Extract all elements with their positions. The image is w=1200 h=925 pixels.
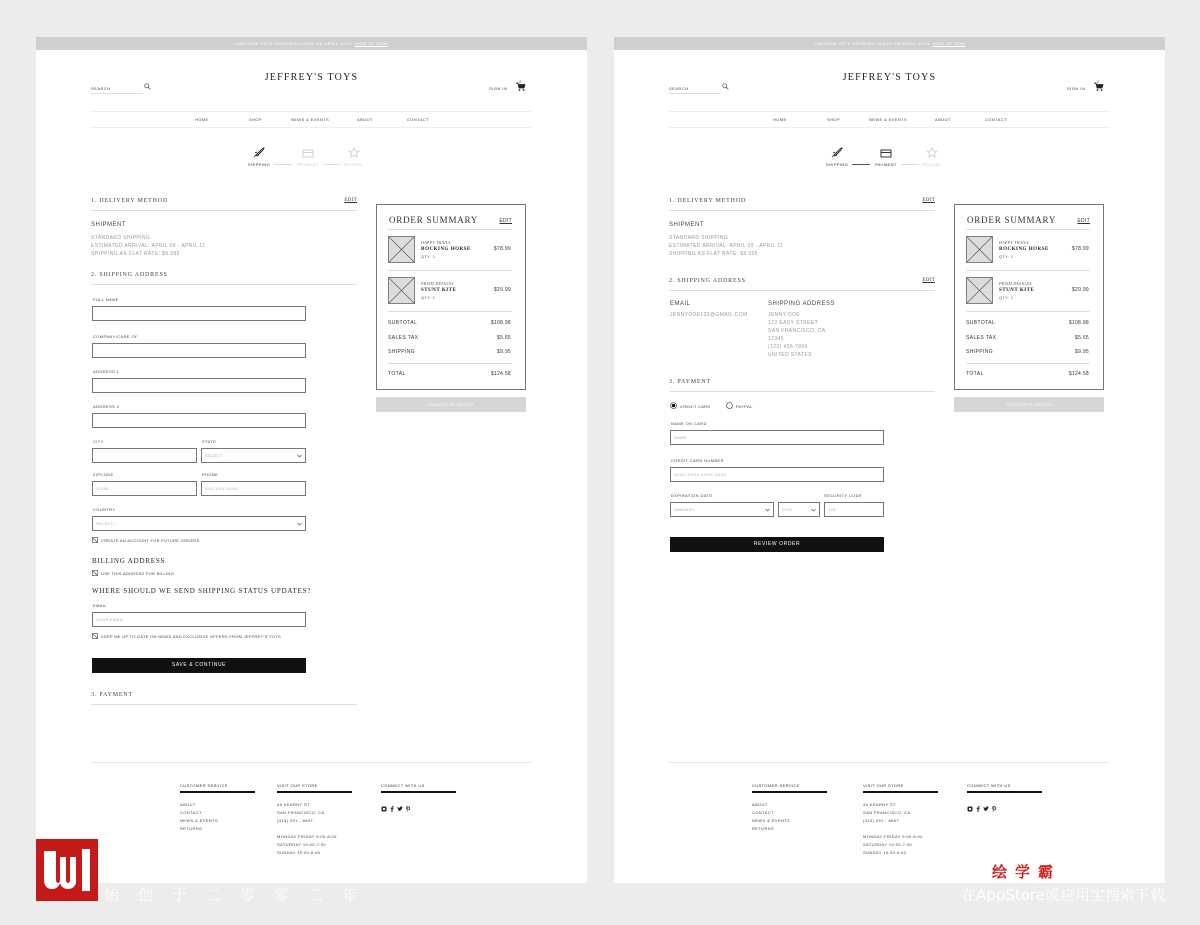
footer-divider	[91, 762, 531, 763]
instagram-icon[interactable]	[381, 806, 387, 812]
footer-divider	[669, 762, 1109, 763]
subtotal-value: $108.98	[1068, 320, 1089, 326]
nav-divider-top	[669, 111, 1109, 112]
sales-tax-value: $5.65	[496, 335, 511, 341]
delivery-method-heading	[91, 198, 357, 204]
subtotal-value: $108.98	[490, 320, 511, 326]
chevron-down-icon	[297, 454, 302, 458]
chevron-down-icon	[297, 522, 302, 526]
twitter-icon[interactable]	[397, 806, 403, 812]
store-phone: (415) 291 - 8697	[277, 818, 313, 823]
credit-card-radio[interactable]	[670, 402, 677, 409]
pinterest-icon[interactable]	[991, 806, 997, 812]
shipping-line: STANDARD SHIPPING	[669, 235, 729, 241]
rocket-icon	[253, 147, 265, 158]
email-label: EMAIL	[670, 301, 691, 307]
store-hours: SUNDAY 10:00-6:00	[277, 850, 321, 855]
security-placeholder: 123	[828, 507, 836, 512]
item-price: $78.99	[1071, 246, 1089, 252]
shipping-address-title: 2. SHIPPING ADDRESS	[669, 278, 746, 284]
use-for-billing-checkbox[interactable]	[92, 570, 98, 576]
store-hours: MONDAY-FRIDAY 9:00-8:00	[863, 834, 923, 839]
sign-in-link[interactable]: SIGN IN	[1067, 86, 1086, 91]
social-icons	[381, 799, 456, 817]
delivery-edit-link[interactable]: EDIT	[922, 198, 935, 203]
divider	[669, 290, 935, 291]
status-updates-heading: WHERE SHOULD WE SEND SHIPPING STATUS UPDATES?	[92, 587, 312, 595]
nav-home[interactable]: HOME	[195, 117, 209, 122]
pinterest-icon[interactable]	[405, 806, 411, 812]
address2-label: ADDRESS 2	[93, 404, 120, 409]
subtotal-label: SUBTOTAL	[388, 320, 418, 326]
city-label: CITY	[93, 439, 104, 444]
product-image-placeholder	[388, 236, 415, 263]
store-hours: MONDAY-FRIDAY 9:00-8:00	[277, 834, 337, 839]
search-input[interactable]	[91, 93, 143, 94]
shipping-address-heading	[669, 278, 935, 284]
card-number-label: CREDIT CARD NUMBER	[671, 458, 724, 463]
payment-title: 3. PAYMENT	[669, 379, 711, 385]
footer-customer-service	[180, 783, 255, 833]
nav-contact[interactable]: CONTACT	[407, 117, 429, 122]
name-placeholder: NAME	[674, 435, 687, 440]
spacer	[863, 825, 938, 833]
create-account-checkbox[interactable]	[92, 537, 98, 543]
divider	[388, 270, 512, 271]
item-name: STUNT KITE	[999, 288, 1035, 293]
complete-order-button[interactable]: COMPLETE ORDER	[954, 397, 1104, 412]
divider	[91, 704, 357, 705]
save-continue-button[interactable]: SAVE & CONTINUE	[92, 658, 306, 673]
full-name-label: FULL NAME	[93, 297, 119, 302]
footer-link-contact[interactable]: CONTACT	[752, 810, 774, 815]
security-code-label: SECURITY CODE	[824, 493, 863, 498]
shipment-label: SHIPMENT	[669, 222, 705, 228]
item-name: STUNT KITE	[421, 288, 457, 293]
step-connector	[274, 164, 292, 165]
shipping-address-heading	[91, 272, 357, 278]
address1-label: ADDRESS 1	[93, 369, 120, 374]
email-placeholder: YOUR EMAIL	[96, 617, 124, 622]
paypal-label: PAYPAL	[736, 404, 753, 409]
shipping-address-label: SHIPPING ADDRESS	[768, 301, 836, 307]
country-label: COUNTRY	[93, 507, 116, 512]
use-for-billing-label: USE THIS ADDRESS FOR BILLING	[101, 571, 175, 576]
item-name: ROCKING HORSE	[421, 247, 471, 252]
divider	[669, 210, 935, 211]
step-review: REVIEW	[921, 162, 941, 167]
address1-input[interactable]	[92, 378, 306, 393]
footer-link-about[interactable]: ABOUT	[180, 802, 196, 807]
month-value: JANUARY	[674, 507, 695, 512]
nav-about[interactable]: ABOUT	[935, 117, 951, 122]
total-value: $124.58	[490, 371, 511, 377]
cart-icon[interactable]	[1094, 82, 1104, 91]
nav-divider-bottom	[669, 127, 1109, 128]
footer-visit-store	[863, 783, 938, 857]
footer-visit-store	[277, 783, 352, 857]
step-review: REVIEW	[343, 162, 363, 167]
address-line: 123 EASY STREET	[768, 320, 819, 326]
shipping-line: ESTIMATED ARRIVAL: APRIL 09 - APRIL 11	[91, 243, 206, 249]
divider	[966, 311, 1090, 312]
zipcode-input[interactable]	[92, 481, 197, 496]
store-hours: SATURDAY 10:00-7:00	[863, 842, 912, 847]
footer-link-returns[interactable]: RETURNS	[180, 826, 203, 831]
country-placeholder: SELECT...	[96, 521, 118, 526]
keep-updated-label: KEEP ME UP TO DATE ON NEWS AND EXCLUSIVE OFFERS FROM JEFFREY'S TOYS	[101, 634, 281, 639]
shipping-edit-link[interactable]: EDIT	[922, 278, 935, 283]
full-name-input[interactable]	[92, 306, 306, 321]
shipping-line: SHIPPING AS FLAT RATE: $9.995	[669, 251, 758, 257]
state-placeholder: SELECT...	[205, 453, 227, 458]
delivery-method-title: 1. DELIVERY METHOD	[669, 198, 747, 204]
create-account-label: CREATE AN ACCOUNT FOR FUTURE ORDERS	[101, 538, 200, 543]
nav-divider-top	[91, 111, 531, 112]
star-icon	[348, 147, 360, 158]
twitter-icon[interactable]	[983, 806, 989, 812]
nav-shop[interactable]: SHOP	[827, 117, 840, 122]
star-icon	[926, 147, 938, 158]
expiration-label: EXPIRATION DATE	[671, 493, 713, 498]
banner-signup-link[interactable]: SIGN UP NOW	[354, 41, 388, 46]
summary-edit-link[interactable]: EDIT	[1077, 218, 1090, 224]
brand-logo[interactable]: JEFFREY'S TOYS	[842, 72, 937, 83]
delivery-method-title: 1. DELIVERY METHOD	[91, 198, 169, 204]
rocket-icon	[831, 147, 843, 158]
credit-card-icon	[880, 148, 892, 159]
item-qty: QTY: 1	[421, 254, 436, 259]
year-value: 2019	[782, 507, 793, 512]
footer-heading: CUSTOMER SERVICE	[180, 783, 255, 793]
cart-count-badge: 2	[1097, 79, 1100, 84]
phone-placeholder: XXX-XXX-XXXX	[205, 486, 238, 491]
divider	[388, 229, 512, 230]
shipping-cost-label: SHIPPING	[966, 349, 994, 355]
footer-link-news[interactable]: NEWS & EVENTS	[180, 818, 219, 823]
facebook-icon[interactable]	[975, 806, 981, 812]
divider	[388, 363, 512, 364]
phone-label: PHONE	[202, 472, 219, 477]
step-connector	[852, 164, 870, 165]
chevron-down-icon	[811, 508, 816, 512]
expiration-month-select[interactable]	[670, 502, 774, 517]
zipcode-placeholder: 12345	[96, 486, 109, 491]
item-qty: QTY: 1	[421, 295, 436, 300]
item-brand: HAPPY TRAILS	[421, 240, 451, 245]
promo-banner	[614, 37, 1165, 50]
footer-link-news[interactable]: NEWS & EVENTS	[752, 818, 791, 823]
step-payment: PAYMENT	[875, 162, 897, 167]
state-label: STATE	[202, 439, 217, 444]
name-on-card-input[interactable]	[670, 430, 884, 445]
search-input[interactable]	[669, 93, 721, 94]
state-select[interactable]	[201, 448, 306, 463]
shipping-line: STANDARD SHIPPING	[91, 235, 151, 241]
nav-shop[interactable]: SHOP	[249, 117, 262, 122]
address-line: JENNY DOE	[768, 312, 801, 318]
watermark-text-left: 始创于二零零二年	[104, 886, 377, 904]
store-city: SAN FRANCISCO, CA	[863, 810, 911, 815]
shipping-line: ESTIMATED ARRIVAL: APRIL 09 - APRIL 11	[669, 243, 784, 249]
divider	[966, 363, 1090, 364]
product-image-placeholder	[966, 236, 993, 263]
complete-order-button[interactable]: COMPLETE ORDER	[376, 397, 526, 412]
order-summary-title: ORDER SUMMARY	[389, 215, 479, 225]
step-shipping: SHIPPING	[825, 162, 849, 167]
shipping-cost-label: SHIPPING	[388, 349, 416, 355]
shipment-label: SHIPMENT	[91, 222, 127, 228]
item-name: ROCKING HORSE	[999, 247, 1049, 252]
payment-title: 3. PAYMENT	[91, 692, 133, 698]
email-input[interactable]	[92, 612, 306, 627]
item-qty: QTY: 1	[999, 295, 1014, 300]
item-brand: PRISM DESIGNS	[999, 281, 1032, 286]
billing-address-heading: BILLING ADDRESS	[92, 557, 166, 565]
email-label: EMAIL	[93, 603, 108, 608]
credit-card-icon	[302, 148, 314, 159]
spacer	[277, 825, 352, 833]
expiration-year-select[interactable]	[778, 502, 820, 517]
name-on-card-label: NAME ON CARD	[671, 421, 707, 426]
search-icon[interactable]	[722, 83, 729, 90]
shipping-cost-value: $9.95	[1074, 349, 1089, 355]
nav-contact[interactable]: CONTACT	[985, 117, 1007, 122]
promo-banner	[36, 37, 587, 50]
social-icons	[967, 799, 1042, 817]
banner-signup-link[interactable]: SIGN UP NOW	[932, 41, 966, 46]
phone-input[interactable]	[201, 481, 306, 496]
footer-link-returns[interactable]: RETURNS	[752, 826, 775, 831]
item-brand: HAPPY TRAILS	[999, 240, 1029, 245]
divider	[388, 311, 512, 312]
sales-tax-label: SALES TAX	[388, 335, 419, 341]
keep-updated-checkbox[interactable]	[92, 633, 98, 639]
footer-link-about[interactable]: ABOUT	[752, 802, 768, 807]
divider	[966, 270, 1090, 271]
cart-count-badge: 2	[519, 79, 522, 84]
divider	[669, 391, 935, 392]
delivery-edit-link[interactable]: EDIT	[344, 198, 357, 203]
delivery-method-heading	[669, 198, 935, 204]
country-select[interactable]	[92, 516, 306, 531]
nav-about[interactable]: ABOUT	[357, 117, 373, 122]
order-summary-panel	[376, 204, 526, 390]
address-line: SAN FRANCISCO, CA	[768, 328, 826, 334]
card-number-input[interactable]	[670, 467, 884, 482]
nav-news-events[interactable]: NEWS & EVENTS	[869, 117, 908, 122]
search-label[interactable]: SEARCH	[669, 86, 689, 91]
store-hours: SUNDAY 10:00-6:00	[863, 850, 907, 855]
address-line: UNITED STATES	[768, 352, 812, 358]
credit-card-label: CREDIT CARD	[680, 404, 711, 409]
item-qty: QTY: 1	[999, 254, 1014, 259]
nav-home[interactable]: HOME	[773, 117, 787, 122]
banner-text: CARTOON PETS DRAWING CLASS ON APRIL 20TH	[235, 41, 352, 46]
store-hours: SATURDAY 10:00-7:00	[277, 842, 326, 847]
total-label: TOTAL	[388, 371, 406, 377]
card-placeholder: XXXX-XXXX-XXXX-XXXX	[674, 472, 727, 477]
nav-news-events[interactable]: NEWS & EVENTS	[291, 117, 330, 122]
footer-heading: VISIT OUR STORE	[863, 783, 938, 793]
shipping-cost-value: $9.95	[496, 349, 511, 355]
total-label: TOTAL	[966, 371, 984, 377]
address-line: (123) 456-7890	[768, 344, 808, 350]
divider	[91, 284, 357, 285]
shipping-address-title: 2. SHIPPING ADDRESS	[91, 272, 168, 278]
footer-heading: CUSTOMER SERVICE	[752, 783, 827, 793]
payment-heading	[669, 379, 935, 385]
footer-heading: VISIT OUR STORE	[277, 783, 352, 793]
total-value: $124.58	[1068, 371, 1089, 377]
product-image-placeholder	[966, 277, 993, 304]
step-payment: PAYMENT	[297, 162, 319, 167]
footer-heading: CONNECT WITH US	[967, 783, 1042, 793]
security-code-input[interactable]	[824, 502, 884, 517]
checkout-page-payment	[614, 37, 1165, 883]
address-line: 12345	[768, 336, 784, 342]
footer-connect	[967, 783, 1042, 817]
store-address: 45 KEARNY ST	[277, 802, 310, 807]
footer-connect	[381, 783, 456, 817]
review-order-button[interactable]: REVIEW ORDER	[670, 537, 884, 552]
address2-input[interactable]	[92, 413, 306, 428]
order-summary-panel	[954, 204, 1104, 390]
checkout-page-shipping	[36, 37, 587, 883]
item-price: $29.99	[1071, 287, 1089, 293]
cart-icon[interactable]	[516, 82, 526, 91]
brand-logo[interactable]: JEFFREY'S TOYS	[264, 72, 359, 83]
store-address: 45 KEARNY ST	[863, 802, 896, 807]
payment-heading-collapsed	[91, 692, 357, 698]
sign-in-link[interactable]: SIGN IN	[489, 86, 508, 91]
search-icon[interactable]	[144, 83, 151, 90]
footer-customer-service	[752, 783, 827, 833]
facebook-icon[interactable]	[389, 806, 395, 812]
footer-link-contact[interactable]: CONTACT	[180, 810, 202, 815]
zipcode-label: ZIPCODE	[93, 472, 114, 477]
banner-text: CARTOON PETS DRAWING CLASS ON APRIL 20TH	[813, 41, 930, 46]
footer-heading: CONNECT WITH US	[381, 783, 456, 793]
sales-tax-value: $5.65	[1074, 335, 1089, 341]
chevron-down-icon	[765, 508, 770, 512]
store-city: SAN FRANCISCO, CA	[277, 810, 325, 815]
paypal-radio[interactable]	[726, 402, 733, 409]
divider	[966, 229, 1090, 230]
summary-edit-link[interactable]: EDIT	[499, 218, 512, 224]
store-phone: (415) 291 - 8697	[863, 818, 899, 823]
email-value: JENNYDOE123@GMAIL.COM	[670, 312, 748, 318]
subtotal-label: SUBTOTAL	[966, 320, 996, 326]
search-label[interactable]: SEARCH	[91, 86, 111, 91]
divider	[91, 210, 357, 211]
watermark-logo	[36, 839, 98, 901]
item-price: $78.99	[493, 246, 511, 252]
product-image-placeholder	[388, 277, 415, 304]
sales-tax-label: SALES TAX	[966, 335, 997, 341]
instagram-icon[interactable]	[967, 806, 973, 812]
watermark-text-right: 在AppStore或应用宝搜索下载	[961, 886, 1165, 904]
company-label: COMPANY/CARE OF	[93, 334, 138, 339]
item-brand: PRISM DESIGNS	[421, 281, 454, 286]
shipping-line: SHIPPING AS FLAT RATE: $9.995	[91, 251, 180, 257]
order-summary-title: ORDER SUMMARY	[967, 215, 1057, 225]
item-price: $29.99	[493, 287, 511, 293]
step-shipping: SHIPPING	[247, 162, 271, 167]
company-input[interactable]	[92, 343, 306, 358]
city-input[interactable]	[92, 448, 197, 463]
watermark-brand: 绘学霸	[992, 863, 1062, 881]
nav-divider-bottom	[91, 127, 531, 128]
